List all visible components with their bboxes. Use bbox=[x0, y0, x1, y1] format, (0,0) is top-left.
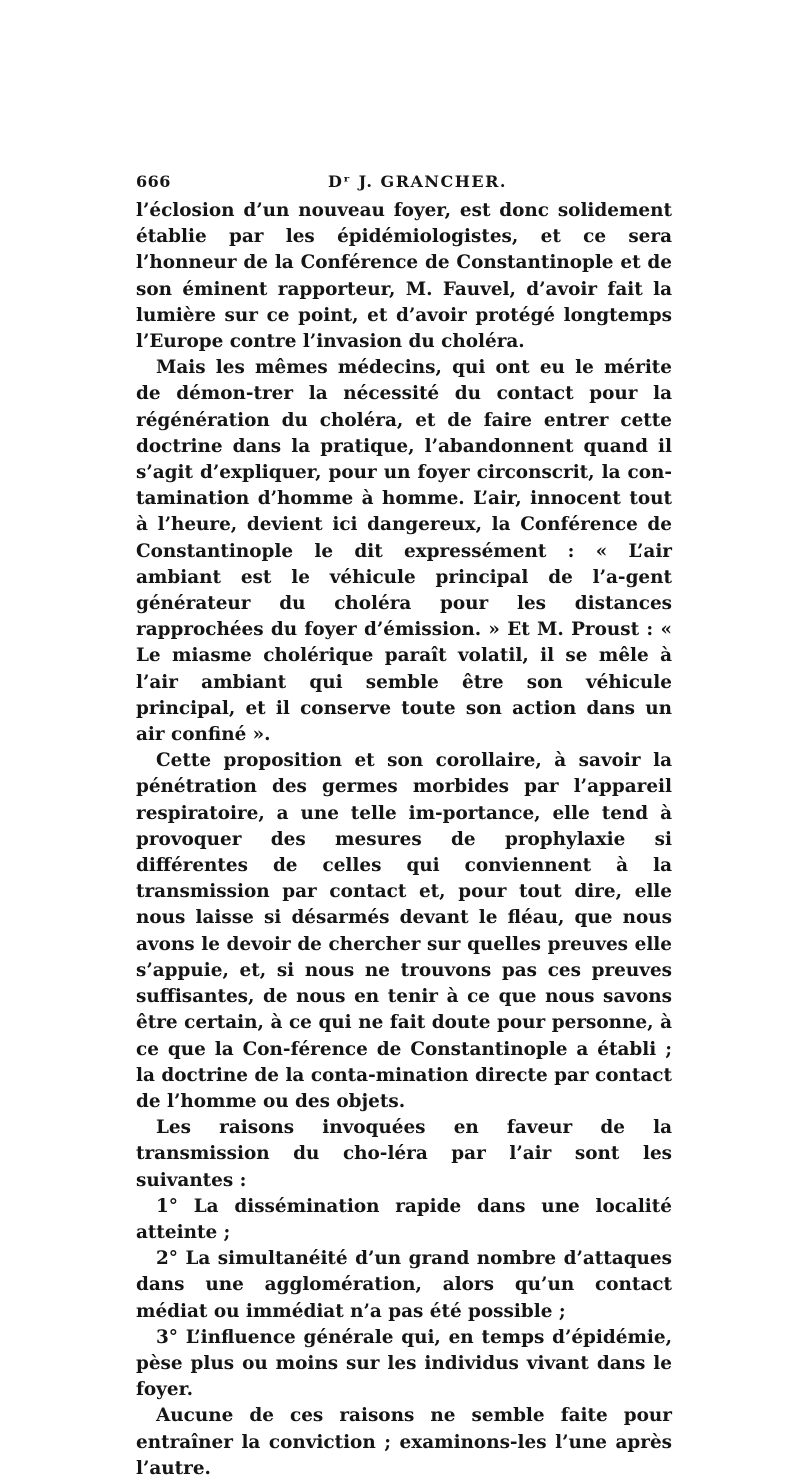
reason-item-2: 2° La simultanéité d’un grand nombre d’attaques dans une agglomération, alors qu’un contact médiat ou immédiat n’a pas été possible ; bbox=[136, 1248, 672, 1322]
paragraph-continuation: l’éclosion d’un nouveau foyer, est donc solidement établie par les épidémiologistes, et ce sera l’honneur de la Conférence de Constantinople et de son éminent rapporteur, M. Fauvel, d’avoir fait la lumière sur ce point, et d’avoir protégé longtemps l’Europe contre l’invasion du choléra. bbox=[136, 200, 672, 353]
page-body bbox=[136, 198, 672, 1482]
reason-item-3: 3° L’influence générale qui, en temps d’épidémie, pèse plus ou moins sur les individus vivant dans le foyer. bbox=[136, 1326, 672, 1401]
paragraph-proposition: Cette proposition et son corollaire, à savoir la pénétration des germes morbides par l’appareil respiratoire, a une telle im-portance, elle tend à provoquer des mesures de prophylaxie si différentes de celles qui conviennent à la transmission par contact et, pour tout dire, elle nous laisse si désarmés devant le fléau, que nous avons le devoir de chercher sur quelles preuves elle s’appuie, et, si nous ne trouvons pas ces preuves suffisantes, de nous en tenir à ce que nous savons être certain, à ce qui ne fait doute pour personne, à ce que la Con-férence de Constantinople a établi ; la doctrine de la conta-mination directe par contact de l’homme ou des objets. bbox=[136, 750, 672, 1112]
page-header bbox=[136, 172, 672, 198]
running-head: Dʳ J. GRANCHER. bbox=[328, 172, 507, 191]
paragraph-reasons-intro: Les raisons invoquées en faveur de la transmission du cho-léra par l’air sont les suivantes : bbox=[136, 1117, 672, 1191]
paragraph-conclusion: Aucune de ces raisons ne semble faite pour entraîner la conviction ; examinons-les l’une après l’autre. bbox=[136, 1405, 672, 1479]
reason-item-1: 1° La dissémination rapide dans une localité atteinte ; bbox=[136, 1195, 672, 1243]
paragraph-physicians: Mais les mêmes médecins, qui ont eu le mérite de démon-trer la nécessité du contact pour la régénération du choléra, et de faire entrer cette doctrine dans la pratique, l’abandonnent quand il s’agit d’expliquer, pour un foyer circonscrit, la con-tamination d’homme à homme. L’air, innocent tout à l’heure, devient ici dangereux, la Conférence de Constantinople le dit expressément : « L’air ambiant est le véhicule principal de l’a-gent générateur du choléra pour les distances rapprochées du foyer d’émission. » Et M. Proust : « Le miasme cholérique paraît volatil, il se mêle à l’air ambiant qui semble être son véhicule principal, et il conserve toute son action dans un air confiné ». bbox=[136, 357, 672, 746]
book-page bbox=[136, 172, 672, 1482]
page-number: 666 bbox=[136, 172, 171, 191]
